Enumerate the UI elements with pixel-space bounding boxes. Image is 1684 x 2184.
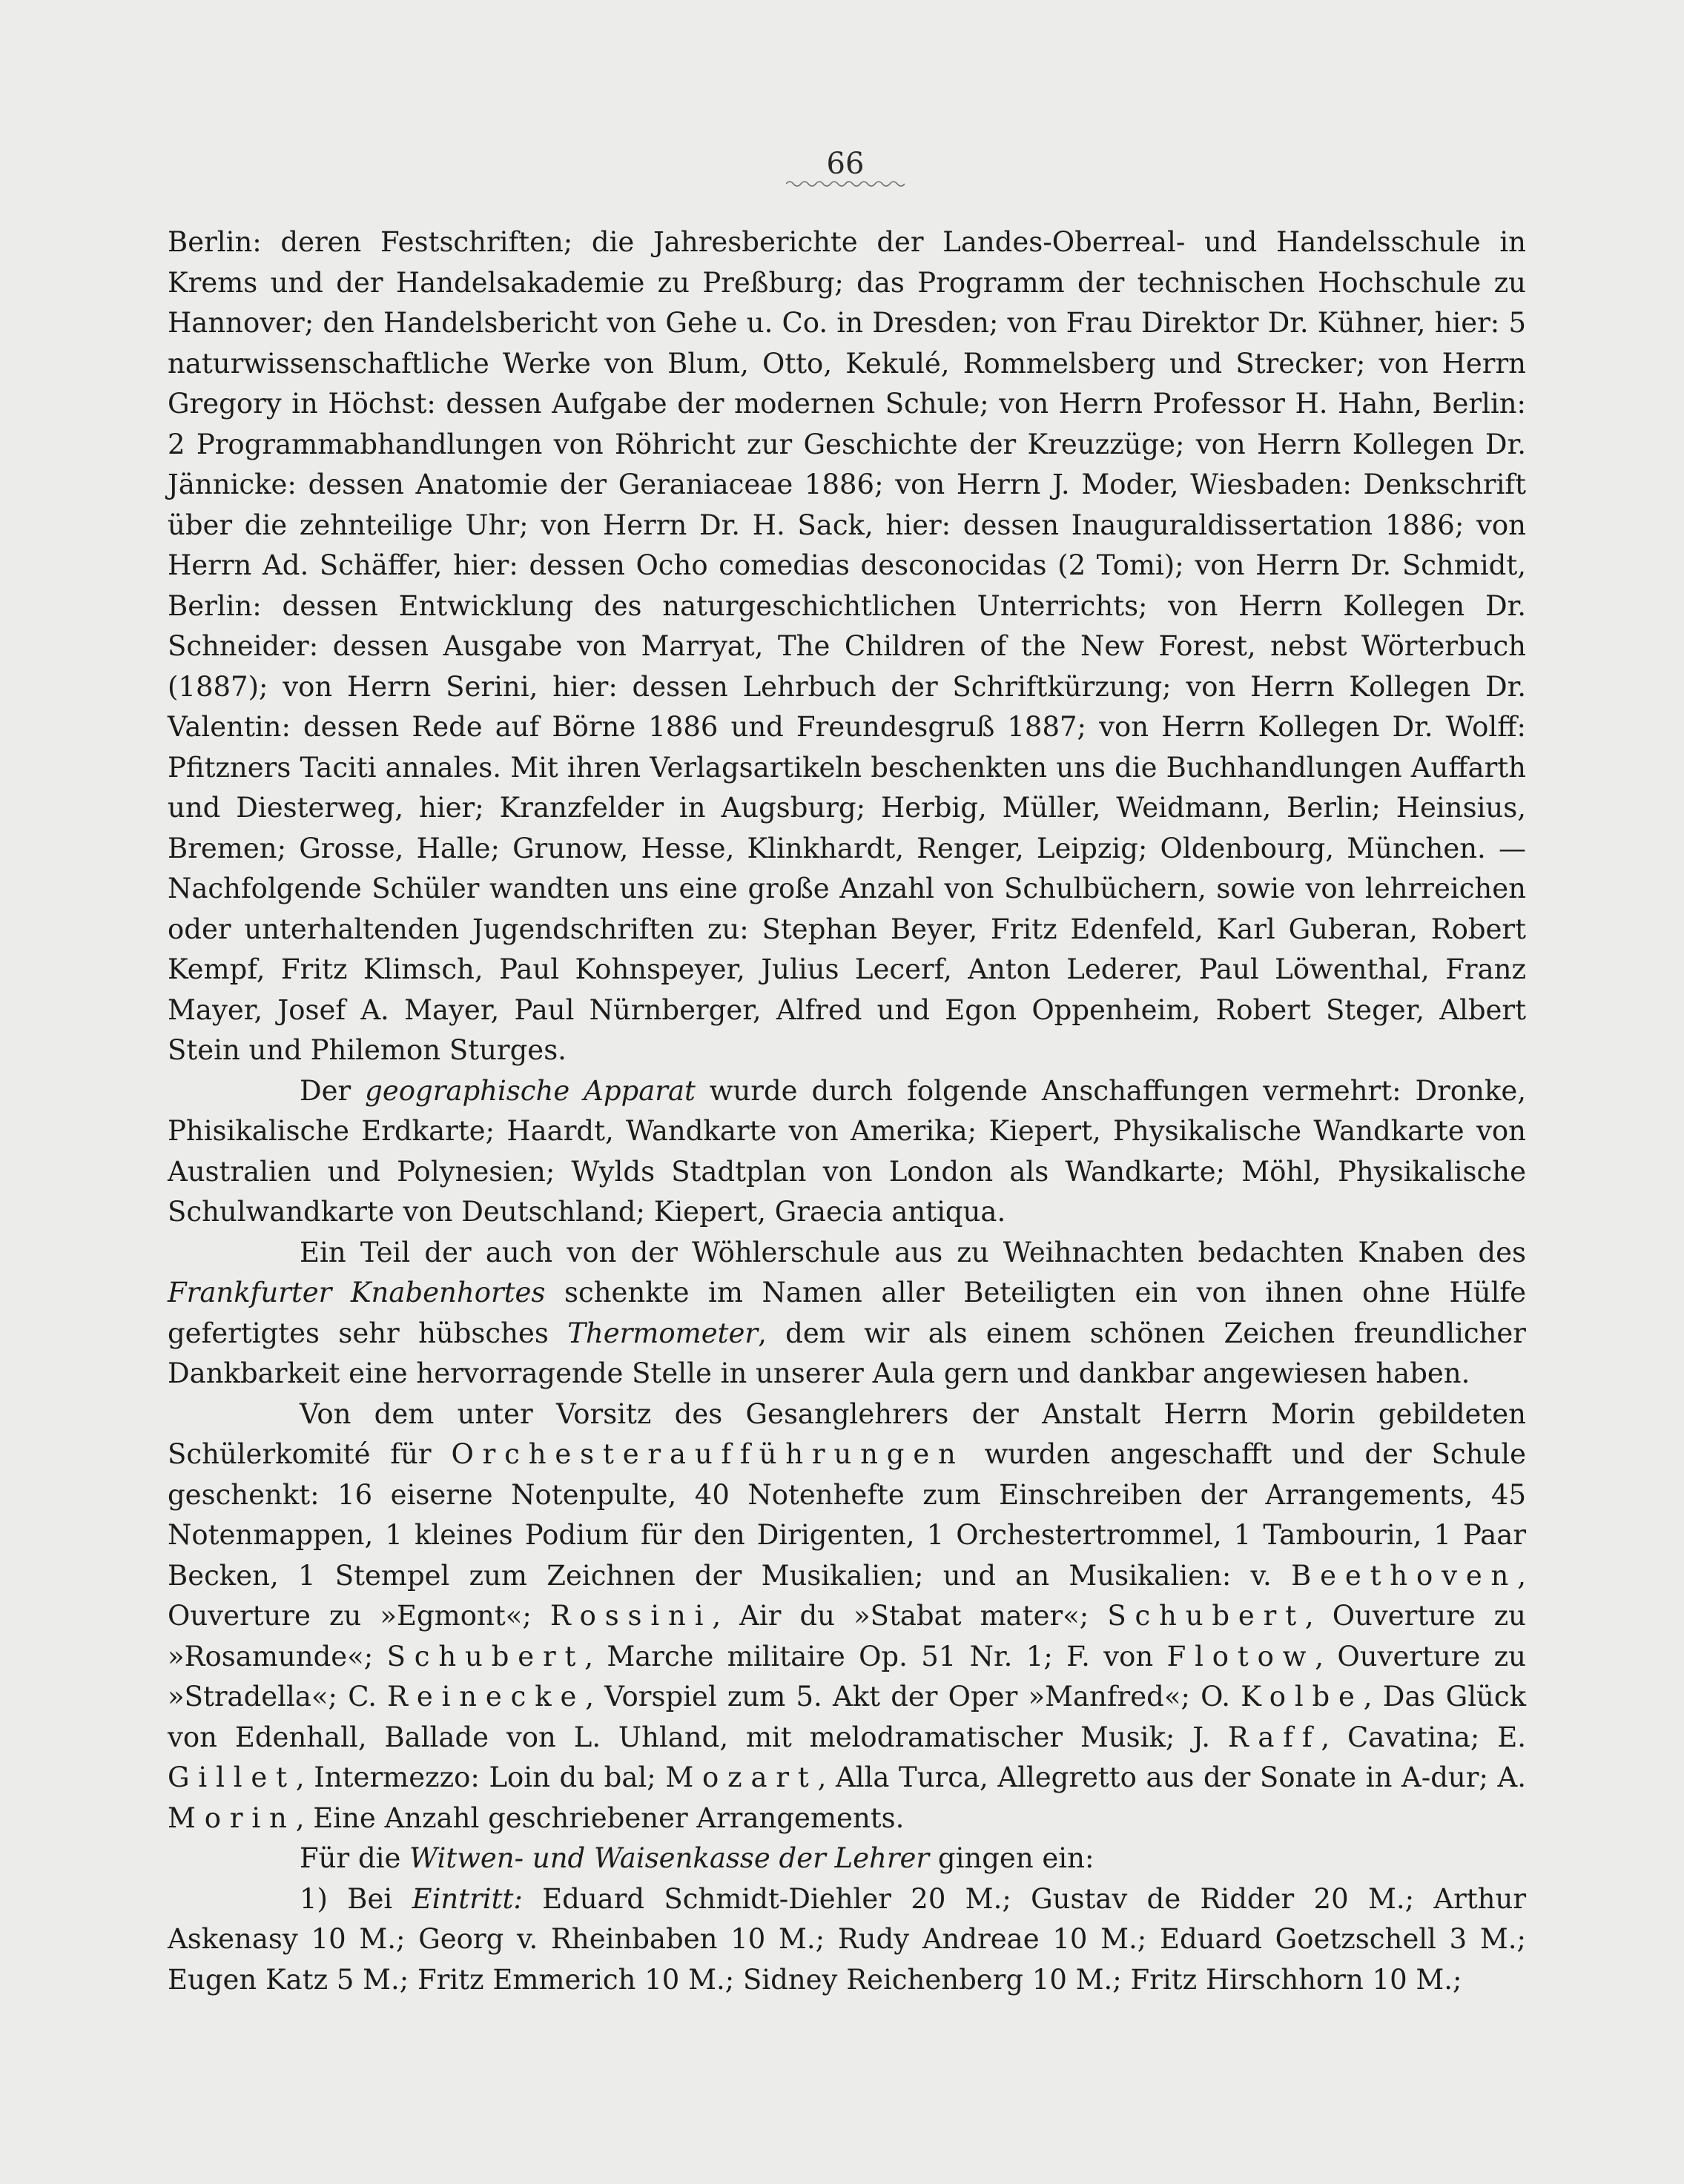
text-run: , Air du »Stabat mater«; <box>712 1600 1108 1632</box>
text-run: 1) Bei <box>300 1882 412 1915</box>
spaced-name: Gillet <box>168 1761 296 1793</box>
text-run: , Marche militaire Op. 51 Nr. 1; F. von <box>584 1640 1167 1672</box>
page-number: 66 <box>826 147 865 181</box>
text-run: wurden angeschafft und der Schule geschenkt: 16 eiserne Notenpulte, 40 Notenhefte zum Einschreiben der Arrangements, 45 Notenmappen, 1 kleines Podium für den Dirigenten, 1 Orchestertrommel, 1 Tambourin, 1 Paar Becken, 1 Stempel zum Zeichnen der Musikalien; und an Musikalien: v. <box>168 1438 1526 1592</box>
text-run: , Intermezzo: Loin du bal; <box>295 1761 666 1793</box>
text-run: , Ouverture zu »Stradella«; C. <box>168 1640 1526 1713</box>
text-run: , Alla Turca, Allegretto aus der Sonate in A-dur; A. <box>817 1761 1526 1793</box>
text-run: , Cavatina; E. <box>1321 1721 1526 1753</box>
italic-phrase: Witwen- und Waisenkasse der Lehrer <box>409 1842 930 1874</box>
spaced-name: Orchesteraufführungen <box>451 1438 965 1470</box>
spaced-name: Morin <box>168 1801 296 1834</box>
italic-phrase: geographische Apparat <box>365 1074 696 1107</box>
paragraph-p1 <box>168 222 1526 1071</box>
page-number-ornament <box>786 178 905 190</box>
spaced-name: Kolbe <box>1241 1681 1364 1713</box>
spaced-name: Raff <box>1227 1721 1321 1753</box>
paragraph-p6 <box>168 1879 1526 2001</box>
text-run: , dem wir als einem schönen Zeichen freundlicher Dankbarkeit eine hervorragende Stelle in unserer Aula gern und dankbar angewiesen haben. <box>168 1317 1526 1389</box>
spaced-name: Beethoven <box>1291 1559 1518 1592</box>
text-run: wurde durch folgende Anschaffungen vermehrt: Dronke, Phisikalische Erdkarte; Haardt, Wandkarte von Amerika; Kiepert, Physikalische Wandkarte von Australien und Polynesien; Wylds Stadtplan von London als Wandkarte; Möhl, Physikalische Schulwandkarte von Deutschland; Kiepert, Graecia antiqua. <box>168 1074 1526 1228</box>
spaced-name: Schubert <box>1107 1600 1305 1632</box>
paragraph-p4 <box>168 1394 1526 1839</box>
text-run: , Ouverture zu »Egmont«; <box>168 1559 1526 1632</box>
spaced-name: Rossini <box>549 1600 713 1632</box>
text-run: Ein Teil der auch von der Wöhlerschule aus zu Weihnachten bedachten Knaben des <box>300 1236 1526 1268</box>
text-run: , Vorspiel zum 5. Akt der Oper »Manfred«; O. <box>585 1681 1241 1713</box>
spaced-name: Schubert <box>386 1640 585 1672</box>
paragraph-p5 <box>168 1839 1526 1879</box>
paragraph-p3 <box>168 1233 1526 1394</box>
text-run: , Ouverture zu »Rosamunde«; <box>168 1600 1526 1672</box>
paragraph-p2 <box>168 1071 1526 1233</box>
text-run: gingen ein: <box>929 1842 1094 1874</box>
spaced-name: Flotow <box>1166 1640 1315 1672</box>
body-text <box>168 222 1526 2000</box>
text-run: Für die <box>300 1842 410 1874</box>
italic-phrase: Frankfurter Knabenhortes <box>168 1277 546 1308</box>
text-run: Eduard Schmidt-Diehler 20 M.; Gustav de Ridder 20 M.; Arthur Askenasy 10 M.; Georg v. Rheinbaben 10 M.; Rudy Andreae 10 M.; Eduard Goetzschell 3 M.; Eugen Katz 5 M.; Fritz Emmerich 10 M.; Sidney Reichenberg 10 M.; Fritz Hirschhorn 10 M.; <box>168 1882 1527 1996</box>
text-run: Von dem unter Vorsitz des Gesanglehrers der Anstalt Herrn Morin gebildeten Schülerkomité für <box>168 1397 1526 1470</box>
italic-phrase: Thermometer <box>567 1317 759 1349</box>
text-run: Berlin: deren Festschriften; die Jahresberichte der Landes-Oberreal- und Handelsschule in Krems und der Handelsakademie zu Preßburg; das Programm der technischen Hochschule zu Hannover; den Handelsbericht von Gehe u. Co. in Dresden; von Frau Direktor Dr. Kühner, hier: 5 naturwissenschaftliche Werke von Blum, Otto, Kekulé, Rommelsberg und Strecker; von Herrn Gregory in Höchst: dessen Aufgabe der modernen Schule; von Herrn Professor H. Hahn, Berlin: 2 Programmabhandlungen von Röhricht zur Geschichte der Kreuzzüge; von Herrn Kollegen Dr. Jännicke: dessen Anatomie der Geraniaceae 1886; von Herrn J. Moder, Wiesbaden: Denkschrift über die zehnteilige Uhr; von Herrn Dr. H. Sack, hier: dessen Inauguraldissertation 1886; von Herrn Ad. Schäffer, hier: dessen Ocho comedias desconocidas (2 Tomi); von Herrn Dr. Schmidt, Berlin: dessen Entwicklung des naturgeschichtlichen Unterrichts; von Herrn Kollegen Dr. Schneider: dessen Ausgabe von Marryat, The Children of the New Forest, nebst Wörterbuch (1887); von Herrn Serini, hier: dessen Lehrbuch der Schriftkürzung; von Herrn Kollegen Dr. Valentin: dessen Rede auf Börne 1886 und Freundesgruß 1887; von Herrn Kollegen Dr. Wolff: Pfitzners Taciti annales. Mit ihren Verlagsartikeln beschenkten uns die Buchhandlungen Auffarth und Diesterweg, hier; Kranzfelder in Augsburg; Herbig, Müller, Weidmann, Berlin; Heinsius, Bremen; Grosse, Halle; Grunow, Hesse, Klinkhardt, Renger, Leipzig; Oldenbourg, München. — Nachfolgende Schüler wandten uns eine große Anzahl von Schulbüchern, sowie von lehrreichen oder unterhaltenden Jugendschriften zu: Stephan Beyer, Fritz Edenfeld, Karl Guberan, Robert Kempf, Fritz Klimsch, Paul Kohnspeyer, Julius Lecerf, Anton Lederer, Paul Löwenthal, Franz Mayer, Josef A. Mayer, Paul Nürnberger, Alfred und Egon Oppenheim, Robert Steger, Albert Stein und Philemon Sturges. <box>168 226 1526 1066</box>
text-run: , Das Glück von Edenhall, Ballade von L. Uhland, mit melodramatischer Musik; J. <box>168 1681 1526 1753</box>
text-run: , Eine Anzahl geschriebener Arrangements. <box>295 1801 905 1834</box>
spaced-name: Mozart <box>665 1761 818 1793</box>
italic-phrase: Eintritt: <box>412 1882 523 1915</box>
text-run: Der <box>300 1074 366 1107</box>
text-run: schenkte im Namen aller Beteiligten ein von ihnen ohne Hülfe gefertigtes sehr hübsches <box>168 1277 1526 1349</box>
spaced-name: Reinecke <box>387 1681 586 1713</box>
